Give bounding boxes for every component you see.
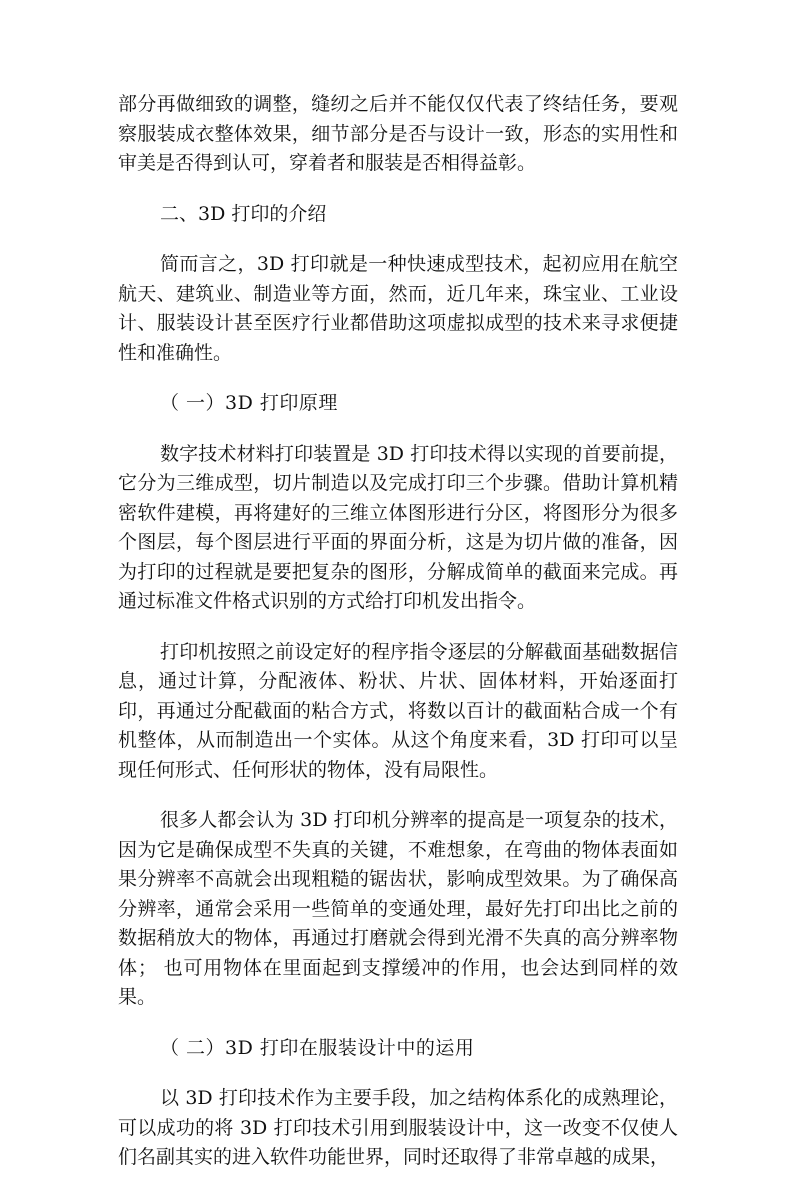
subsection-heading-principle: （ 一）3D 打印原理	[160, 392, 338, 414]
paragraph-resolution: 很多人都会认为 3D 打印机分辨率的提高是一项复杂的技术，因为它是确保成型不失真的关键，不难想象，在弯曲的物体表面如果分辨率不高就会出现粗糙的锯齿状，影响成型效果。为了确保高分辨率，通常会采用一些简单的变通处理，最好先打印出比之前的数据稍放大的物体，再通过打磨就会得到光滑不失真的高分辨率物体； 也可用物体在里面起到支撑缓冲的作用，也会达到同样的效果。	[118, 809, 678, 1008]
paragraph-3d-definition: 简而言之，3D 打印就是一种快速成型技术，起初应用在航空航天、建筑业、制造业等方面，然而，近几年来，珠宝业、工业设计、服装设计甚至医疗行业都借助这项虚拟成型的技术来寻求便捷性和准确性。	[118, 253, 678, 364]
paragraph-fashion-application: 以 3D 打印技术作为主要手段，加之结构体系化的成熟理论，可以成功的将 3D 打印技术引用到服装设计中，这一改变不仅使人们名副其实的进入软件功能世界，同时还取得了非常卓越的成果，	[118, 1087, 678, 1168]
subsection-heading-fashion-application: （ 二）3D 打印在服装设计中的运用	[160, 1036, 475, 1059]
paragraph-printer-process: 打印机按照之前设定好的程序指令逐层的分解截面基础数据信息，通过计算，分配液体、粉状、片状、固体材料，开始逐面打印，再通过分配截面的粘合方式，将数以百计的截面粘合成一个有机整体，从而制造出一个实体。从这个角度来看，3D 打印可以呈现任何形式、任何形状的物体，没有局限性。	[118, 640, 678, 781]
paragraph-continuation: 部分再做细致的调整，缝纫之后并不能仅仅代表了终结任务，要观察服装成衣整体效果，细节部分是否与设计一致，形态的实用性和审美是否得到认可，穿着者和服装是否相得益彰。	[118, 93, 678, 174]
paragraph-principle: 数字技术材料打印装置是 3D 打印技术得以实现的首要前提，它分为三维成型，切片制造以及完成打印三个步骤。借助计算机精密软件建模，再将建好的三维立体图形进行分区，将图形分为很多个图层，每个图层进行平面的界面分析，这是为切片做的准备，因为打印的过程就是要把复杂的图形，分解成简单的截面来完成。再通过标准文件格式识别的方式给打印机发出指令。	[118, 442, 678, 612]
document-page	[118, 90, 678, 1194]
section-heading-3d-intro: 二、3D 打印的介绍	[160, 202, 327, 225]
